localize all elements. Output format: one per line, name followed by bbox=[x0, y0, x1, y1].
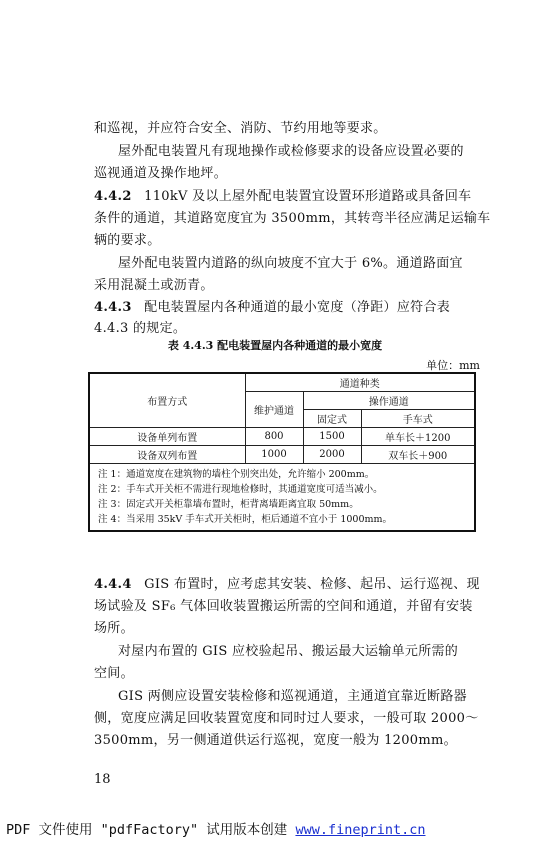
page-number: 18 bbox=[94, 772, 111, 787]
table-row bbox=[89, 428, 475, 446]
clause-4-4-3 bbox=[94, 297, 450, 318]
cell-maintenance: 800 bbox=[245, 428, 303, 446]
header-channel-type: 通道种类 bbox=[245, 373, 475, 392]
header-cart: 手车式 bbox=[361, 410, 475, 428]
header-operation: 操作通道 bbox=[303, 392, 475, 410]
body-line: 辆的要求。 bbox=[94, 233, 161, 248]
table-row bbox=[89, 446, 475, 464]
cell-cart: 单车长＋1200 bbox=[361, 428, 475, 446]
header-layout: 布置方式 bbox=[89, 373, 245, 428]
clause-number: 4.4.2 bbox=[94, 189, 132, 204]
pdf-footer bbox=[6, 818, 426, 838]
body-line: 空间。 bbox=[94, 666, 134, 681]
clause-4-4-4 bbox=[94, 574, 480, 595]
body-line: 条件的通道，其道路宽度宜为 3500mm，其转弯半径应满足运输车 bbox=[94, 211, 491, 226]
cell-layout: 设备双列布置 bbox=[89, 446, 245, 464]
cell-maintenance: 1000 bbox=[245, 446, 303, 464]
cell-cart: 双车长＋900 bbox=[361, 446, 475, 464]
table-unit: 单位：mm bbox=[426, 359, 480, 372]
clause-number: 4.4.4 bbox=[94, 577, 132, 592]
cell-fixed: 1500 bbox=[303, 428, 361, 446]
body-line: 采用混凝土或沥青。 bbox=[94, 278, 214, 293]
body-line: 场所。 bbox=[94, 621, 134, 636]
body-line: 和巡视，并应符合安全、消防、节约用地等要求。 bbox=[94, 121, 387, 136]
body-line: 侧，宽度应满足回收装置宽度和同时过人要求，一般可取 2000～ bbox=[94, 711, 479, 726]
footer-text: PDF 文件使用 "pdfFactory" 试用版本创建 bbox=[6, 822, 288, 838]
cell-layout: 设备单列布置 bbox=[89, 428, 245, 446]
footer-link[interactable]: www.fineprint.cn bbox=[295, 822, 426, 838]
clause-number: 4.4.3 bbox=[94, 300, 132, 315]
table-note: 注 1：通道宽度在建筑物的墙柱个别突出处，允许缩小 200mm。 bbox=[98, 469, 375, 480]
table-notes bbox=[89, 464, 475, 532]
header-fixed: 固定式 bbox=[303, 410, 361, 428]
cell-fixed: 2000 bbox=[303, 446, 361, 464]
body-line: 场试验及 SF₆ 气体回收装置搬运所需的空间和通道，并留有安装 bbox=[94, 599, 473, 614]
body-line: 配电装置屋内各种通道的最小宽度（净距）应符合表 bbox=[144, 300, 451, 315]
body-line: 110kV 及以上屋外配电装置宜设置环形道路或具备回车 bbox=[144, 189, 472, 204]
table-note: 注 3：固定式开关柜靠墙布置时，柜背离墙距离宜取 50mm。 bbox=[98, 499, 359, 510]
passage-width-table bbox=[88, 372, 476, 532]
table-note: 注 2：手车式开关柜不需进行现地检修时，其通道宽度可适当减小。 bbox=[98, 484, 383, 495]
header-maintenance: 维护通道 bbox=[245, 392, 303, 428]
body-line: 3500mm，另一侧通道供运行巡视，宽度一般为 1200mm。 bbox=[94, 733, 457, 748]
body-line: 对屋内布置的 GIS 应校验起吊、搬运最大运输单元所需的 bbox=[118, 644, 459, 659]
table-caption: 表 4.4.3 配电装置屋内各种通道的最小宽度 bbox=[167, 339, 383, 352]
body-line: 4.4.3 的规定。 bbox=[94, 321, 187, 336]
body-line: GIS 两侧应设置安装检修和巡视通道，主通道宜靠近断路器 bbox=[118, 689, 467, 704]
body-line: 巡视通道及操作地坪。 bbox=[94, 166, 228, 181]
clause-4-4-2 bbox=[94, 186, 471, 207]
body-line: 屋外配电装置凡有现地操作或检修要求的设备应设置必要的 bbox=[118, 144, 464, 159]
body-line: 屋外配电装置内道路的纵向坡度不宜大于 6%。通道路面宜 bbox=[118, 256, 463, 271]
table-note: 注 4：当采用 35kV 手车式开关柜时，柜后通道不宜小于 1000mm。 bbox=[98, 514, 393, 525]
body-line: GIS 布置时，应考虑其安装、检修、起吊、运行巡视、现 bbox=[144, 577, 480, 592]
